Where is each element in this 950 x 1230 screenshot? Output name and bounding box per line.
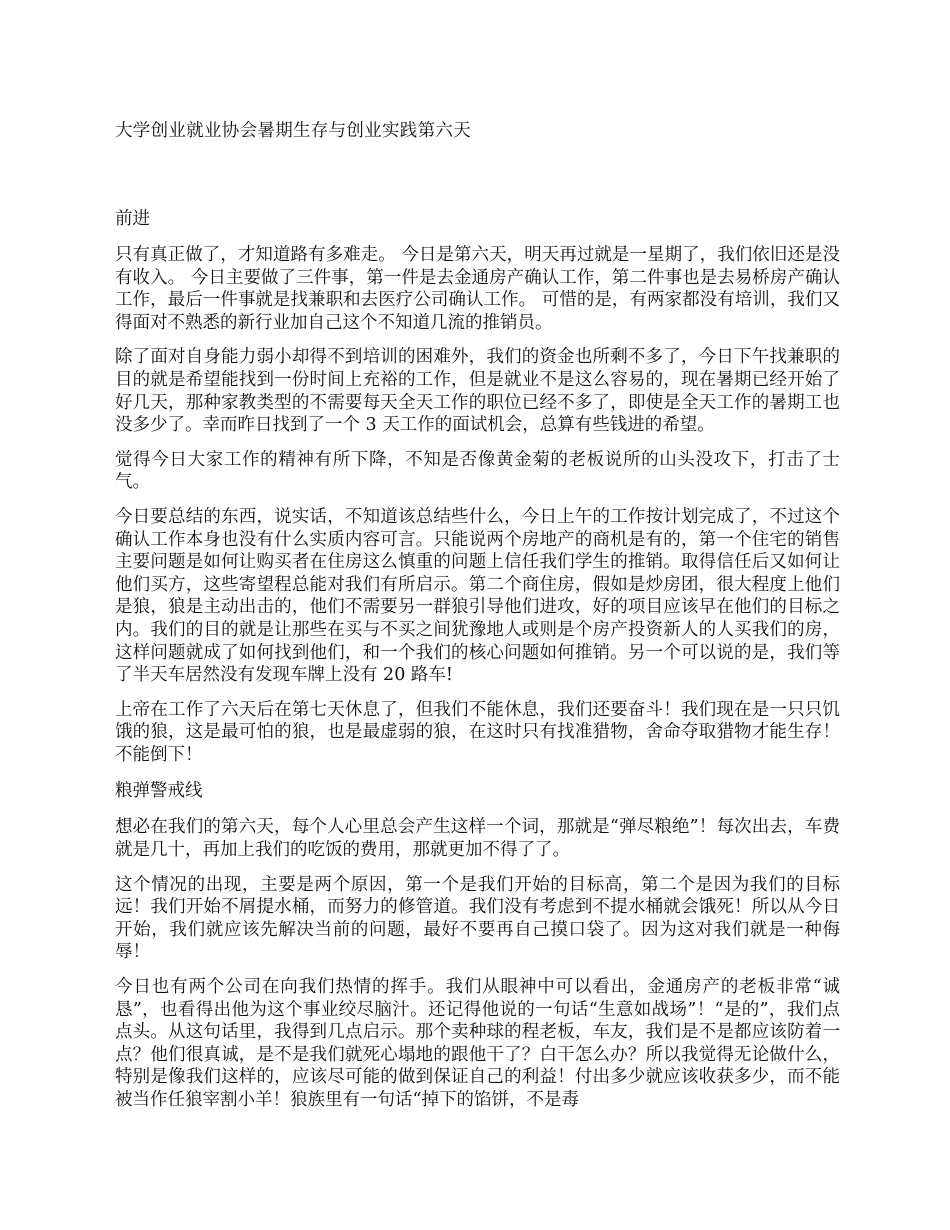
paragraph: 上帝在工作了六天后在第七天休息了，但我们不能休息，我们还要奋斗！我们现在是一只只饥饿的狼，这是最可怕的狼，也是最虚弱的狼，在这时只有找准猎物，舍命夺取猎物才能生存！不能倒下！ bbox=[115, 699, 840, 765]
paragraph: 今日要总结的东西，说实话，不知道该总结些什么，今日上午的工作按计划完成了，不过这个确认工作本身也没有什么实质内容可言。只能说两个房地产的商机是有的，第一个住宅的销售主要问题是如何让购买者在住房这么慎重的问题上信任我们学生的推销。取得信任后又如何让他们买方，这些寄望程总能对我们有所启示。第二个商住房，假如是炒房团，很大程度上他们是狼，狼是主动出击的，他们不需要另一群狼引导他们进攻，好的项目应该早在他们的目标之内。我们的目的就是让那些在买与不买之间犹豫地人或则是个房产投资新人的人买我们的房，这样问题就成了如何找到他们，和一个我们的核心问题如何推销。另一个可以说的是，我们等了半天车居然没有发现车牌上没有 20 路车! bbox=[115, 506, 840, 686]
paragraph: 觉得今日大家工作的精神有所下降，不知是否像黄金菊的老板说所的山头没攻下，打击了士气。 bbox=[115, 449, 840, 493]
paragraph: 今日也有两个公司在向我们热情的挥手。我们从眼神中可以看出，金通房产的老板非常“诚恳”，也看得出他为这个事业绞尽脑汁。还记得他说的一句话“生意如战场”！“是的”，我们点点头。从这句话里，我得到几点启示。那个卖种球的程老板，车友，我们是不是都应该防着一点？他们很真诚，是不是我们就死心塌地的跟他干了？白干怎么办？所以我觉得无论做什么，特别是像我们这样的，应该尽可能的做到保证自己的利益！付出多少就应该收获多少，而不能被当作任狼宰割小羊！狼族里有一句话“掉下的馅饼，不是毒 bbox=[115, 977, 840, 1110]
paragraph: 只有真正做了，才知道路有多难走。 今日是第六天，明天再过就是一星期了，我们依旧还是没有收入。 今日主要做了三件事，第一件是去金通房产确认工作，第二件事也是去易桥房产确认工作，最后一件事就是找兼职和去医疗公司确认工作。 可惜的是，有两家都没有培训，我们又得面对不熟悉的新行业加自己这个不知道几流的推销员。 bbox=[115, 245, 840, 333]
paragraph: 这个情况的出现，主要是两个原因，第一个是我们开始的目标高，第二个是因为我们的目标远！我们开始不屑提水桶，而努力的修管道。我们没有考虑到不提水桶就会饿死！所以从今日开始，我们就应该先解决当前的问题，最好不要再自己摸口袋了。因为这对我们就是一种侮辱！ bbox=[115, 874, 840, 963]
section-heading-supply-warning: 粮弹警戒线 bbox=[115, 781, 203, 802]
paragraph: 想必在我们的第六天，每个人心里总会产生这样一个词，那就是“弹尽粮绝”！每次出去，车费就是几十，再加上我们的吃饭的费用，那就更加不得了了。 bbox=[115, 817, 840, 861]
document-title: 大学创业就业协会暑期生存与创业实践第六天 bbox=[115, 121, 471, 141]
section-heading-forward: 前进 bbox=[115, 209, 150, 229]
document-page bbox=[115, 118, 840, 1124]
paragraph: 除了面对自身能力弱小却得不到培训的困难外，我们的资金也所剩不多了，今日下午找兼职的目的就是希望能找到一份时间上充裕的工作，但是就业不是这么容易的，现在暑期已经开始了好几天，那种家教类型的不需要每天全天工作的职位已经不多了，即使是全天工作的暑期工也没多少了。幸而昨日找到了一个 3 天工作的面试机会，总算有些钱进的希望。 bbox=[115, 347, 840, 436]
